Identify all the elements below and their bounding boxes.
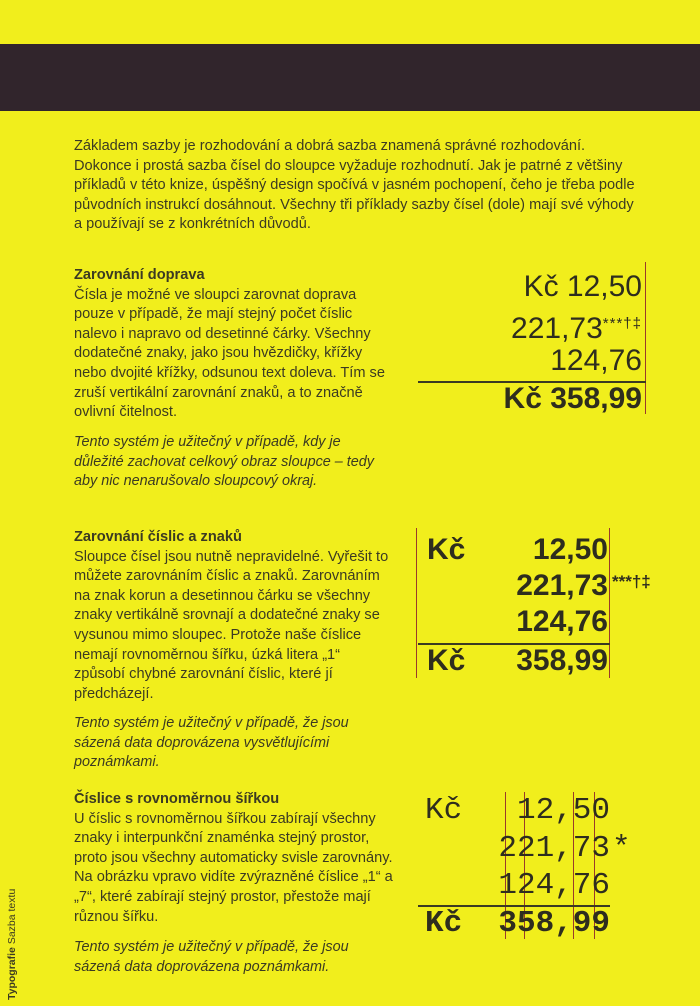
- footer-chapter: Sazba textu: [6, 888, 18, 945]
- section-title: Číslice s rovnoměrnou šířkou: [74, 791, 280, 807]
- amount-value: 12,50: [532, 533, 608, 566]
- amount-value: 12,50: [516, 793, 610, 828]
- intro-paragraph: Základem sazby je rozhodování a dobrá sazba znamená správné rozhodování. Dokonce i prostá sazba čísel do sloupce vyžaduje rozhodnutí. Jak je patrné z většiny příkladů v této knize, úspěšný design spočívá v jasném pochopení, čeho je třeba podle původních instrukcí dosáhnout. Všechny tři příklady sazby čísel (dole) mají své výhody a používají se z konkrétních důvodů.: [74, 138, 635, 233]
- amount-value: 124,76: [516, 605, 608, 638]
- running-footer: [6, 889, 18, 1000]
- footer-book: Typografie: [6, 947, 18, 1000]
- footnote-marks: ***†‡: [612, 572, 651, 591]
- column-edge-line: [416, 528, 417, 678]
- amount-row: [511, 307, 642, 346]
- currency-sign: Kč: [425, 793, 463, 828]
- amount-value: 221,73: [498, 831, 610, 866]
- section-title: Zarovnání doprava: [74, 267, 205, 283]
- amount-total: Kč 358,99: [503, 382, 642, 415]
- currency-sign: Kč: [427, 644, 466, 677]
- section-tabular: [74, 790, 394, 927]
- section-note: Tento systém je užitečný v případě, že jsou sázená data doprovázena vysvětlujícími poznámkami.: [74, 715, 349, 771]
- amount-value: 124,76: [498, 868, 610, 903]
- section-title: Zarovnání číslic a znaků: [74, 529, 242, 545]
- amount-row: Kč 12,50: [523, 270, 642, 303]
- amount-value: 221,73: [511, 312, 603, 345]
- section-body: Čísla je možné ve sloupci zarovnat doprava pouze v případě, že mají stejný počet číslic nalevo i napravo od desetinné čárky. Všechny dodatečné znaky, jako jsou hvězdičky, křížky nebo dvojité křížky, odsunou text doleva. Tím se zruší vertikální zarovnání znaků, a to značně ovlivní čitelnost.: [74, 286, 385, 421]
- amount-value: 221,73: [516, 569, 608, 602]
- section-right-align: [74, 266, 394, 423]
- column-edge-line: [609, 528, 610, 678]
- footnote-marks: ***†‡: [602, 315, 642, 332]
- section-digit-align: [74, 528, 394, 704]
- currency-sign: Kč: [427, 533, 466, 566]
- amount-row: 124,76: [550, 344, 642, 377]
- amount-total: 358,99: [498, 906, 610, 941]
- column-edge-line: [645, 262, 646, 414]
- section-body: Sloupce čísel jsou nutně nepravidelné. Vyřešit to můžete zarovnáním číslic a znaků. Zarovnáním na znak korun a desetinnou čárku se všechny znaky vertikálně srovnají a dodatečné znaky se vysunou mimo sloupec. Protože naše číslice nemají rovnoměrnou šířku, úzká litera „1“ způsobí chybné zarovnání číslic, které jí předcházejí.: [74, 548, 389, 702]
- currency-sign: Kč: [425, 906, 463, 941]
- section-note: Tento systém je užitečný v případě, kdy je důležité zachovat celkový obraz sloupce – tedy aby nic nenarušovalo sloupcový okraj.: [74, 434, 374, 490]
- top-dark-band: [0, 44, 700, 111]
- footnote-marks: *: [612, 831, 631, 866]
- section-body: U číslic s rovnoměrnou šířkou zabírají všechny znaky i interpunkční znaménka stejný prostor, proto jsou všechny automaticky svisle zarovnány. Na obrázku vpravo vidíte zvýrazněné číslice „1“ a „7“, které zabírají stejný prostor, přestože mají různou šířku.: [74, 810, 393, 925]
- amount-total: 358,99: [516, 644, 608, 677]
- section-note: Tento systém je užitečný v případě, že jsou sázená data doprovázena poznámkami.: [74, 939, 349, 975]
